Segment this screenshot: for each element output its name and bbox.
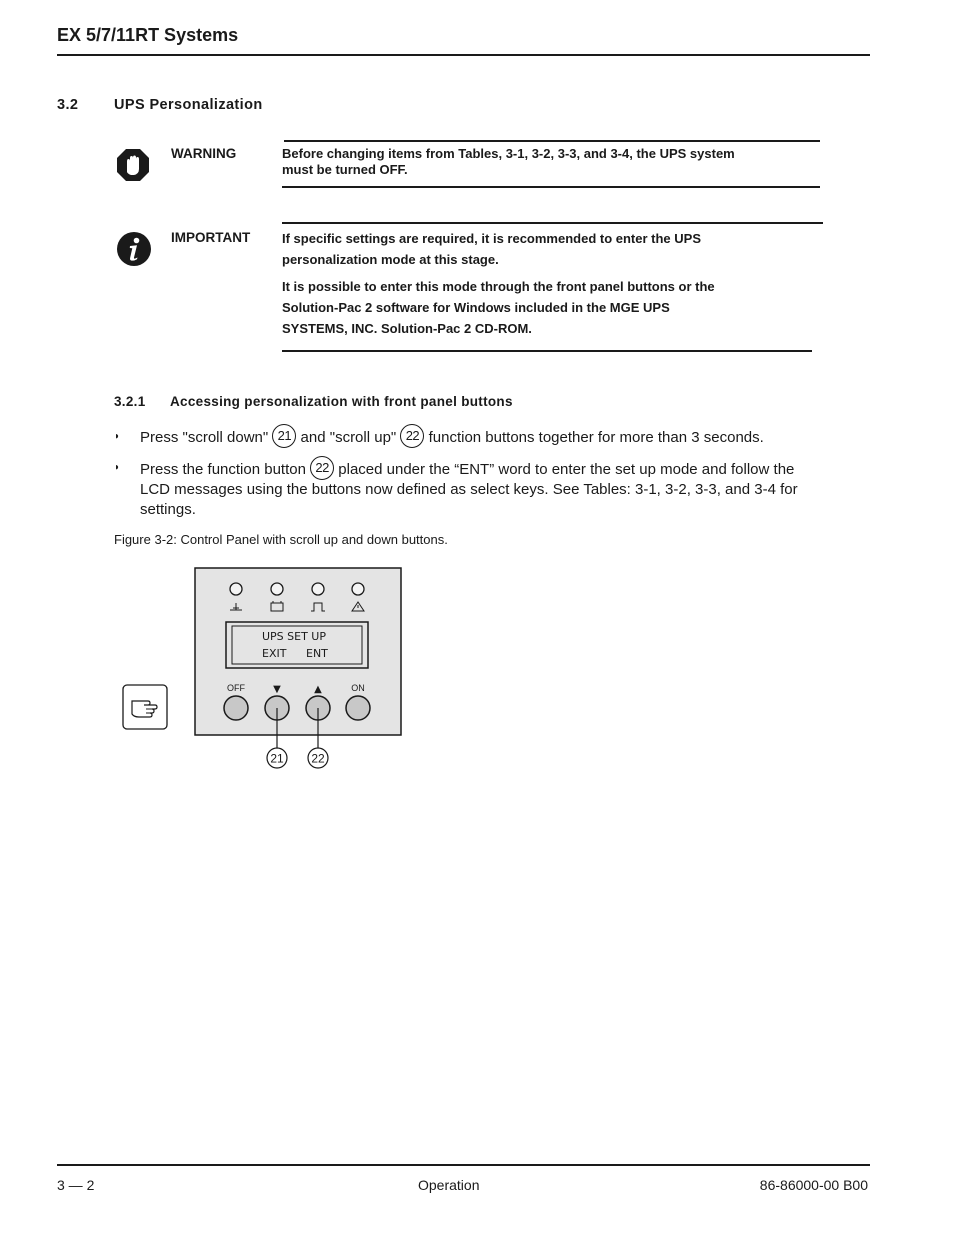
bullet-marker-2: ◗	[114, 462, 121, 473]
pointing-hand-icon	[122, 684, 168, 730]
footer-section: Operation	[418, 1177, 480, 1193]
figure-caption: Figure 3-2: Control Panel with scroll up and down buttons.	[114, 532, 448, 547]
warning-top-rule	[284, 140, 820, 142]
callout-21: 21	[270, 751, 284, 766]
led-alarm	[352, 583, 364, 595]
button-22-callout-2: 22	[310, 456, 334, 480]
warning-line-1: Before changing items from Tables, 3-1, 3-2, 3-3, and 3-4, the UPS system	[282, 146, 735, 161]
callout-22: 22	[311, 751, 325, 766]
important-p1-line-1: If specific settings are required, it is recommended to enter the UPS	[282, 231, 702, 246]
lcd-line-1: UPS SET UP	[262, 630, 326, 643]
important-p1-line-2: personalization mode at this stage.	[282, 252, 499, 267]
warning-line-2: must be turned OFF.	[282, 162, 408, 177]
button-21-callout: 21	[272, 424, 296, 448]
bullet-2-line-3: settings.	[140, 501, 196, 518]
button-22-callout: 22	[400, 424, 424, 448]
scroll-up-arrow: ▲	[314, 684, 322, 695]
important-top-rule	[282, 222, 823, 224]
footer-rule	[57, 1164, 870, 1166]
bullet-1-text	[140, 424, 764, 448]
bullet-marker-1: ◗	[114, 431, 121, 442]
warning-text	[282, 146, 735, 178]
warning-bottom-rule	[282, 186, 820, 188]
important-label: IMPORTANT	[171, 230, 251, 245]
document-header-title: EX 5/7/11RT Systems	[57, 25, 239, 45]
bullet-1-part-2: and "scroll up"	[300, 429, 397, 446]
important-p2-line-2: Solution-Pac 2 software for Windows included in the MGE UPS	[282, 300, 670, 315]
bullet-1-part-1: Press "scroll down"	[140, 429, 269, 446]
bullet-2-part-1: Press the function button	[140, 461, 306, 478]
on-button-label: ON	[351, 683, 365, 693]
section-title: UPS Personalization	[114, 97, 263, 113]
led-bypass	[312, 583, 324, 595]
control-panel-figure	[194, 567, 404, 777]
lcd-ent: ENT	[306, 647, 328, 660]
off-button-label: OFF	[227, 683, 245, 693]
info-icon	[116, 231, 152, 267]
subsection-number: 3.2.1	[114, 394, 146, 409]
important-p2-line-3: SYSTEMS, INC. Solution-Pac 2 CD-ROM.	[282, 321, 532, 336]
important-bottom-rule	[282, 350, 812, 352]
important-p2-line-1: It is possible to enter this mode through the front panel buttons or the	[282, 279, 715, 294]
led-battery	[271, 583, 283, 595]
section-number: 3.2	[57, 97, 79, 113]
warning-label: WARNING	[171, 146, 237, 161]
led-mains	[230, 583, 242, 595]
subsection-title: Accessing personalization with front panel buttons	[170, 394, 513, 409]
scroll-down-arrow: ▼	[273, 684, 281, 695]
on-button	[346, 696, 370, 720]
footer-page-number: 3 — 2	[57, 1177, 95, 1193]
lcd-exit: EXIT	[262, 647, 287, 660]
footer-doc-number: 86-86000-00 B00	[759, 1177, 868, 1193]
header-rule	[57, 54, 870, 56]
important-text	[282, 228, 715, 339]
bullet-1-part-3: function buttons together for more than 3 seconds.	[428, 429, 764, 446]
bullet-2-part-2: placed under the “ENT” word to enter the set up mode and follow the	[338, 461, 795, 478]
bullet-2-line-2: LCD messages using the buttons now defined as select keys. See Tables: 3-1, 3-2, 3-3, and 3-4 for	[140, 481, 798, 498]
bullet-2-text	[140, 456, 840, 520]
off-button	[224, 696, 248, 720]
stop-hand-icon	[116, 148, 150, 182]
